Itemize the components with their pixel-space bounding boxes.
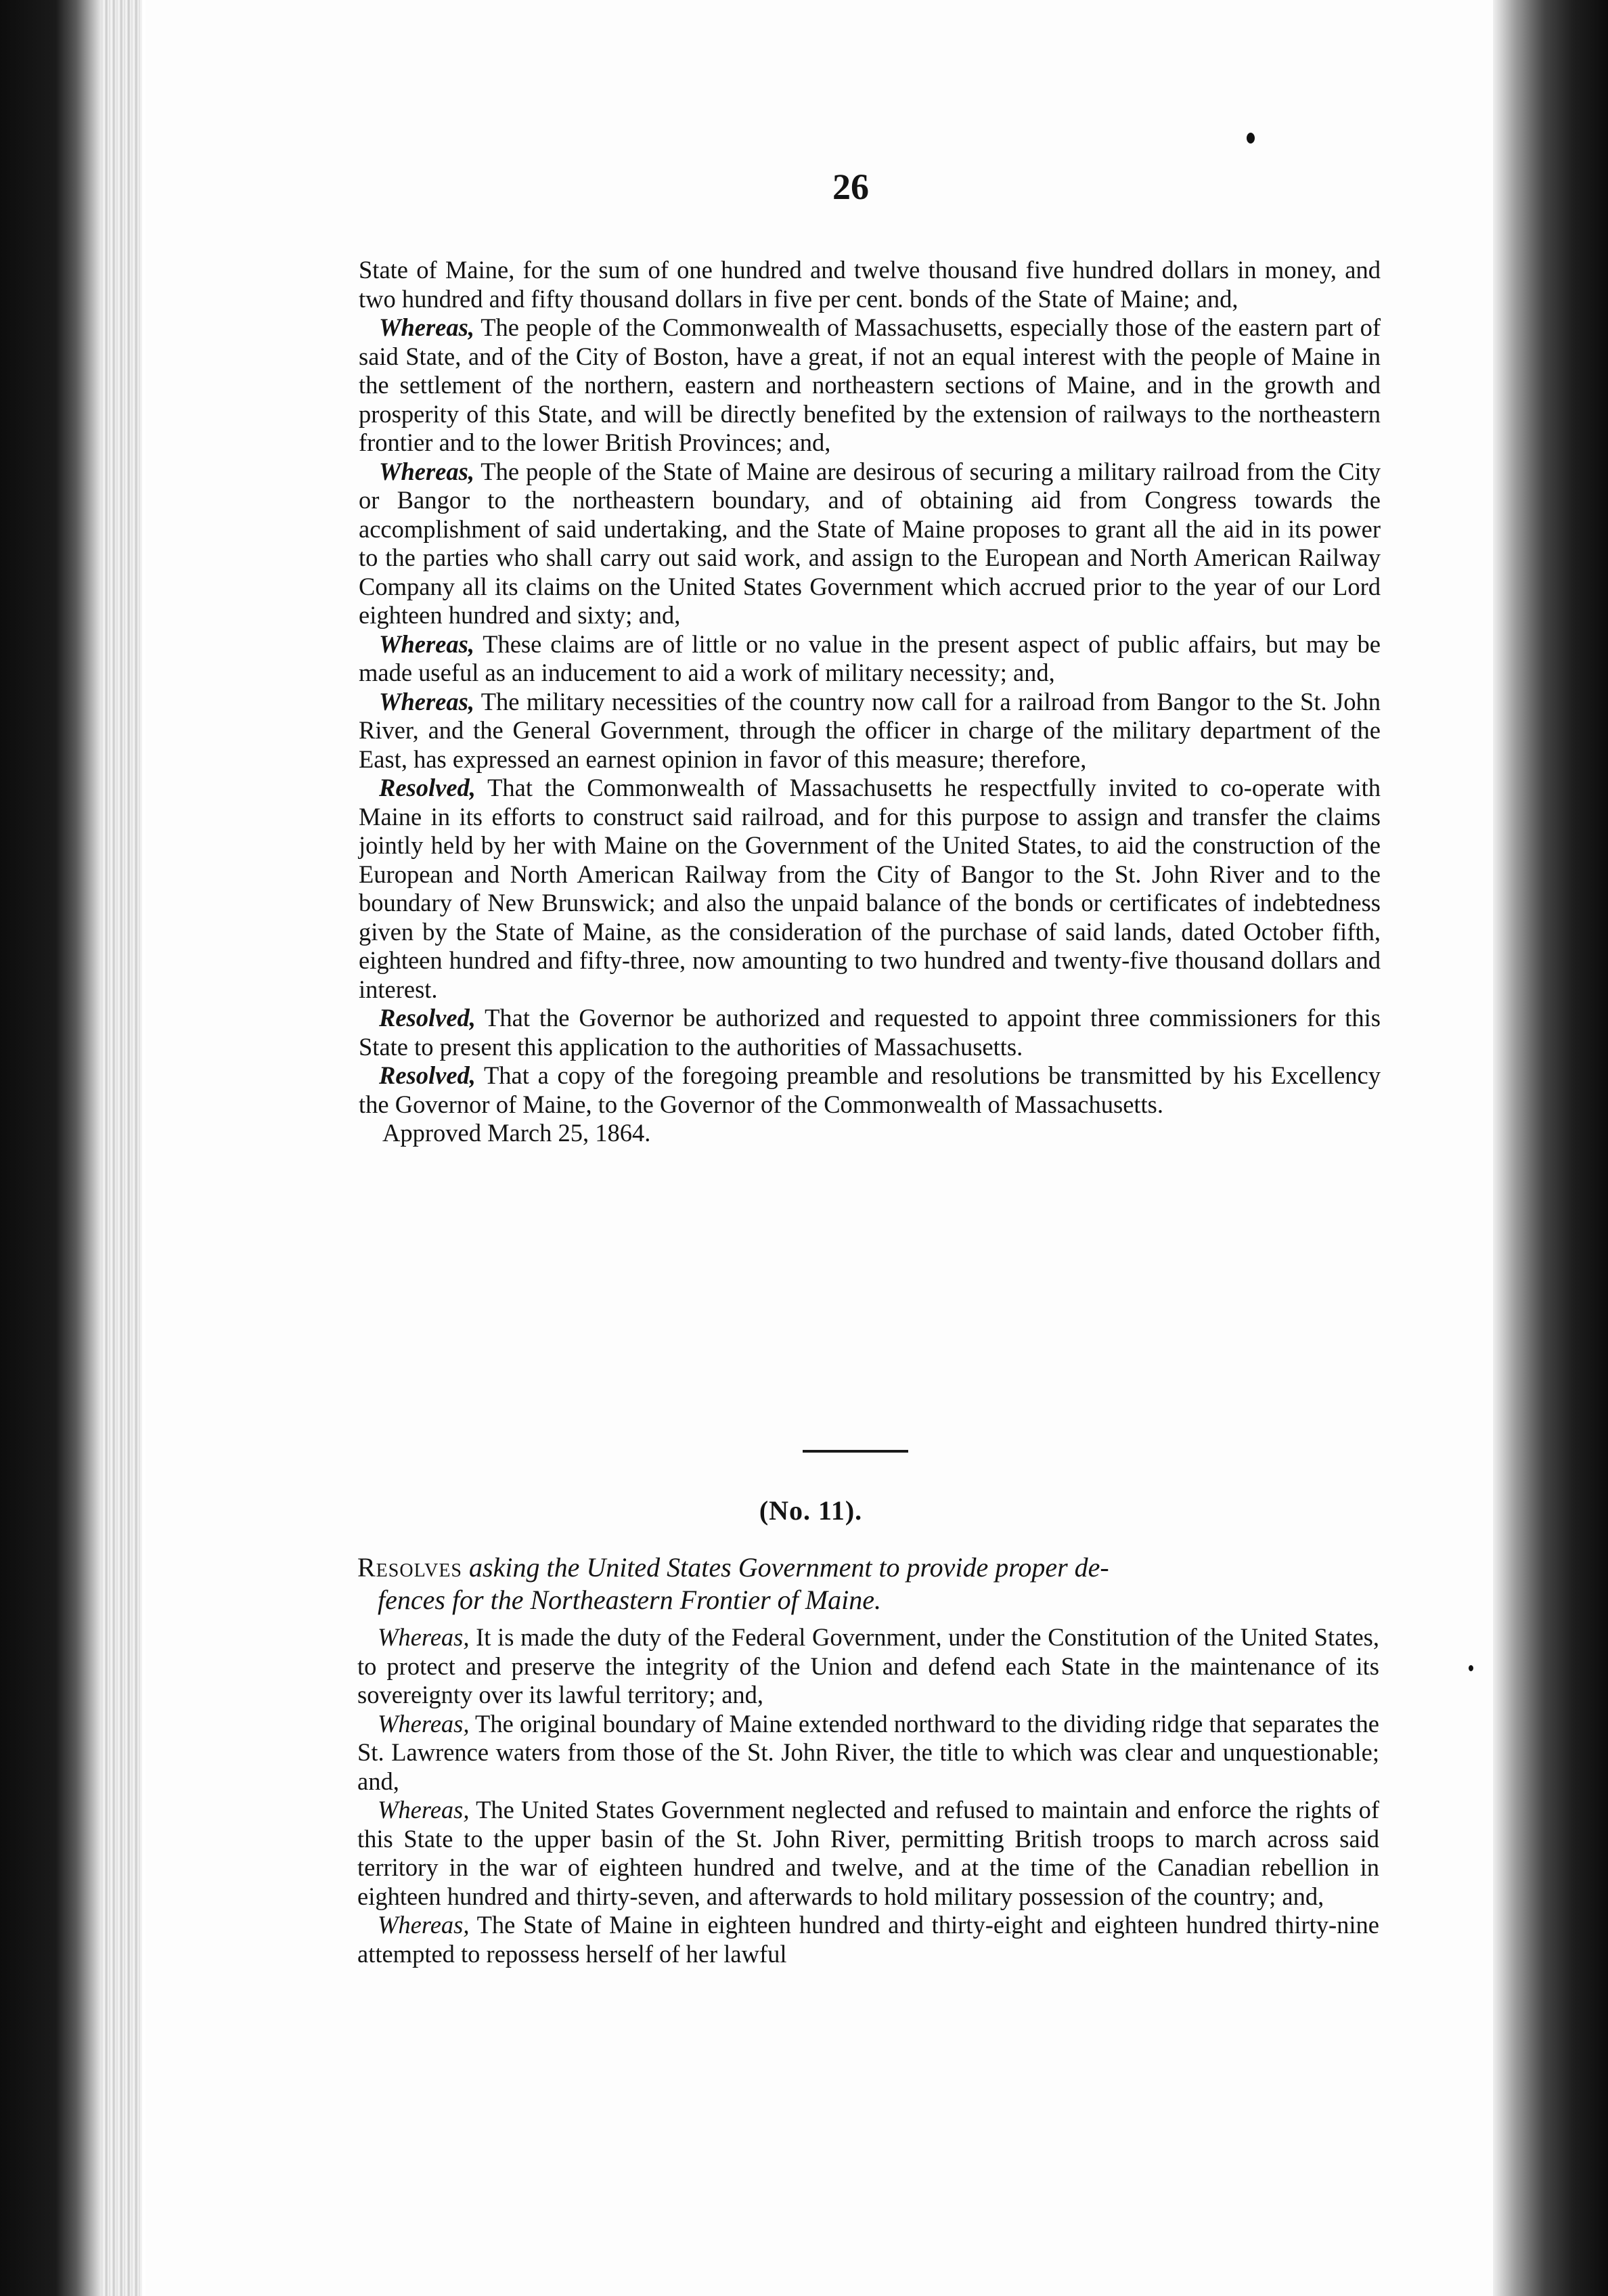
paragraph-lead: Whereas, [378,1623,470,1651]
paragraph-lead: Resolved, [379,1061,476,1089]
section-11-text [357,1551,1379,1968]
paragraph-text: State of Maine, for the sum of one hundred and twelve thousand five hundred dollars in money, and two hundred and fifty thousand dollars in five per cent. bonds of the State of Maine; and, [359,256,1381,313]
paragraph-text: The people of the Commonwealth of Massachusetts, especially those of the eastern part of said State, and of the City of Boston, have a great, if not an equal interest with the people of Maine in the settlement of the northern, eastern and northeastern sections of Maine, and in the growth and prosperity of this State, and will be directly benefited by the extension of railways to the northeastern frontier and to the lower British Provinces; and, [359,313,1381,456]
paragraph-text: That a copy of the foregoing preamble and resolutions be transmitted by his Excellency the Governor of Maine, to the Governor of the Commonwealth of Massachusetts. [359,1061,1381,1118]
paragraph-lead: Whereas, [379,457,474,485]
paragraph [357,1796,1379,1911]
paragraph-text: The people of the State of Maine are desirous of securing a military railroad from the City or Bangor to the northeastern boundary, and of obtaining aid from Congress towards the accomplishment of said undertaking, and the State of Maine proposes to grant all the aid in its power to the parties who shall carry out said work, and assign to the European and North American Railway Company all its claims on the United States Government which accrued prior to the year of our Lord eighteen hundred and sixty; and, [359,457,1381,629]
paragraph-text: The State of Maine in eighteen hundred and thirty-eight and eighteen hundred thirty-nine attempted to repossess herself of her lawful [357,1911,1379,1968]
paragraph-text: The military necessities of the country now call for a railroad from Bangor to the St. John River, and the General Government, through the officer in charge of the military department of the East, has expressed an earnest opinion in favor of this measure; therefore, [359,687,1381,773]
paragraph [357,1911,1379,1968]
approval-date: Approved March 25, 1864. [382,1119,651,1147]
paragraph-lead: Resolved, [379,774,476,801]
paragraph [359,774,1381,1004]
resolve-title-line2: fences for the Northeastern Frontier of Maine. [378,1585,881,1615]
resolve-title-lead: Resolves [357,1552,463,1583]
resolve-title-line1: asking the United States Government to provide proper de- [462,1552,1109,1583]
paragraph [359,688,1381,774]
page-stack-edges [102,0,142,2296]
section-number [0,1495,1608,1526]
paragraph-lead: Whereas, [379,687,474,715]
paragraph [359,458,1381,630]
paragraph [357,1623,1379,1710]
binding-shadow [0,0,102,2296]
paragraph-text: It is made the duty of the Federal Government, under the Constitution of the United States, to protect and preserve the integrity of the Union and defend each State in the maintenance of its sovereignty over its lawful territory; and, [357,1623,1379,1708]
paragraph-text: These claims are of little or no value in the present aspect of public affairs, but may be made useful as an inducement to aid a work of military necessity; and, [359,630,1381,686]
paragraph-lead: Whereas, [379,313,474,341]
top-resolves-text [359,256,1381,1148]
page-number: 26 [832,167,869,207]
paragraph [359,630,1381,688]
paragraph-text: That the Commonwealth of Massachusetts he respectfully invited to co-operate with Maine in its efforts to construct said railroad, and for this purpose to assign and transfer the claims jointly held by her with Maine on the Government of the United States, to aid the construction of the European and North American Railway from the City of Bangor to the St. John River and to the boundary of New Brunswick; and also the unpaid balance of the bonds or certificates of indebtedness given by the State of Maine, as the consideration of the purchase of said lands, dated October fifth, eighteen hundred and fifty-three, now amounting to two hundred and twenty-five thousand dollars and interest. [359,774,1381,1003]
paragraph [359,1061,1381,1119]
section-number-text: (No. 11). [759,1495,863,1526]
paragraph-lead: Whereas, [378,1911,470,1939]
right-margin-shadow [1493,0,1608,2296]
resolve-title [357,1551,1379,1616]
section-divider [803,1450,908,1453]
paragraph [359,313,1381,458]
paragraph-text: That the Governor be authorized and requested to appoint three commissioners for this State to present this application to the authorities of Massachusetts. [359,1004,1381,1061]
paragraph-text: The original boundary of Maine extended northward to the dividing ridge that separates the St. Lawrence waters from those of the St. John River, the title to which was clear and unquestionable; and, [357,1709,1379,1795]
paragraph [357,1710,1379,1796]
speck-mark [1469,1665,1473,1671]
paragraph-lead: Whereas, [379,630,474,658]
paragraph [359,256,1381,313]
paragraph [359,1004,1381,1061]
paragraph-lead: Whereas, [378,1709,470,1738]
paragraph-lead: Whereas, [378,1796,470,1824]
paragraph-lead: Resolved, [379,1004,476,1032]
paragraph-text: The United States Government neglected and refused to maintain and enforce the rights of this State to the upper basin of the St. John River, permitting British troops to march across said territory in the war of eighteen hundred and twelve, and at the time of the Canadian rebellion in eighteen hundred and thirty-seven, and afterwards to hold military possession of the country; and, [357,1796,1379,1910]
speck-mark [1247,133,1255,144]
